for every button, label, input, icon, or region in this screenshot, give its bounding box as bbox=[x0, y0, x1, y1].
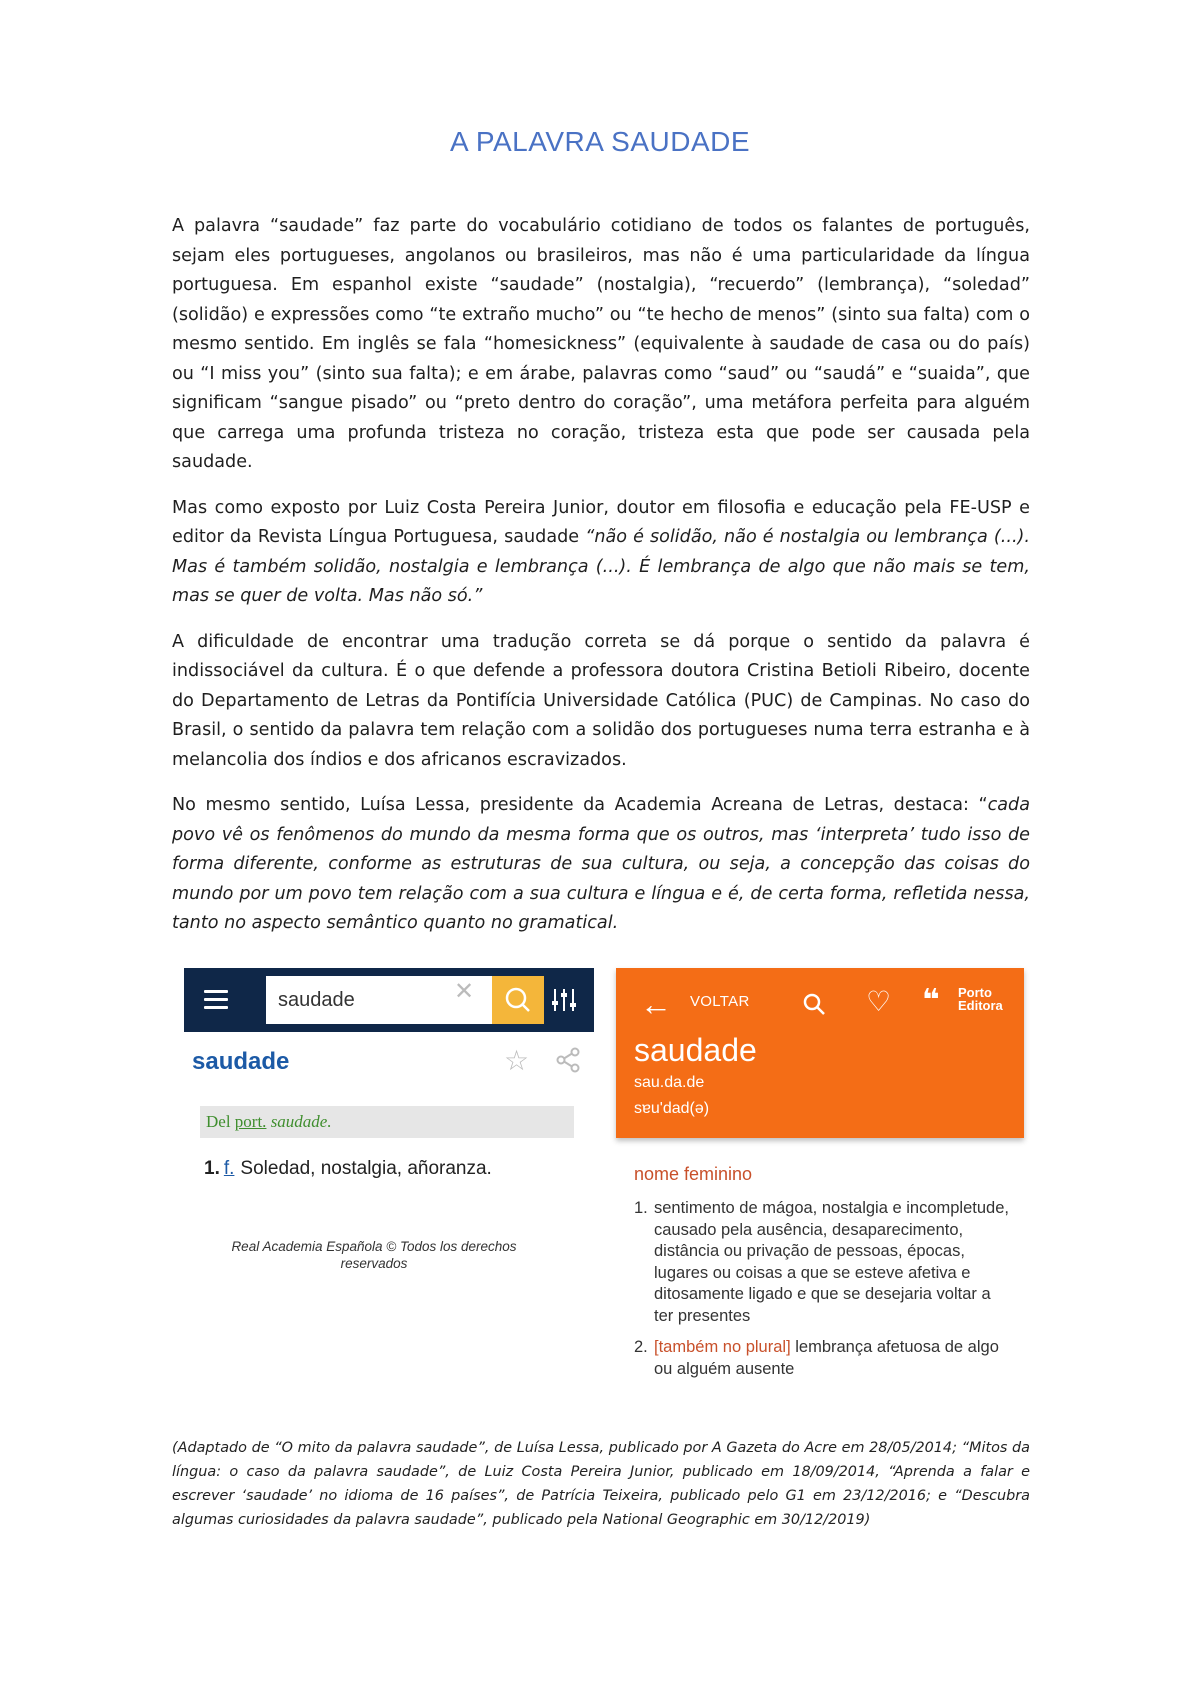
menu-icon[interactable] bbox=[204, 990, 228, 1010]
back-button[interactable]: VOLTAR bbox=[690, 993, 750, 1010]
porto-definitions bbox=[634, 1198, 1014, 1390]
rae-copyright: Real Academia Española © Todos los derechos reservados bbox=[231, 1239, 517, 1271]
search-icon bbox=[492, 976, 544, 1024]
origin-word: saudade. bbox=[266, 1112, 332, 1131]
logo-line-2: Editora bbox=[958, 998, 1003, 1013]
definition-text: lembrança afetuosa de algo ou alguém ausente bbox=[654, 1338, 999, 1378]
search-icon[interactable] bbox=[800, 990, 828, 1018]
logo-line-1: Porto bbox=[958, 985, 992, 1000]
definition-number: 1. bbox=[634, 1199, 648, 1217]
rae-toolbar bbox=[184, 968, 594, 1032]
definition-number: 1. bbox=[204, 1158, 220, 1179]
definition-text: sentimento de mágoa, nostalgia e incompletude, causado pela ausência, desaparecimento, distância ou privação de pessoas, épocas, lugares ou coisas a que se esteve afetiva e ditosamente ligado e que se desejaria voltar a ter presentes bbox=[654, 1199, 1009, 1325]
origin-link[interactable]: port. bbox=[234, 1112, 267, 1131]
source-citation: (Adaptado de “O mito da palavra saudade”, de Luísa Lessa, publicado por A Gazeta do Acre em 28/05/2014; “Mitos da língua: o caso da palavra saudade”, de Luiz Costa Pereira Junior, publicado em 18/09/2014, “Aprenda a falar e escrever ‘saudade’ no idioma de 16 países”, de Patrícia Teixeira, publicado pelo G1 em 23/12/2016; e “Descubra algumas curiosidades da palavra saudade”, publicado pela National Geographic em 30/12/2019) bbox=[172, 1440, 1030, 1528]
porto-phonetic: sɐu'dad(ə) bbox=[634, 1100, 710, 1117]
article-body bbox=[172, 212, 1030, 955]
rae-etymology bbox=[200, 1106, 574, 1138]
search-button[interactable] bbox=[492, 976, 544, 1024]
definition-abbr-link[interactable]: f. bbox=[223, 1158, 235, 1179]
porto-syllables: sau.da.de bbox=[634, 1074, 705, 1091]
porto-editora-logo-icon: ❝ bbox=[922, 984, 940, 1017]
porto-editora-logo-text bbox=[958, 986, 1003, 1012]
paragraph-2 bbox=[172, 494, 1030, 612]
paragraph-4-intro: No mesmo sentido, Luísa Lessa, presidente da Academia Acreana de Letras, destaca: “ bbox=[172, 795, 988, 815]
rae-definition bbox=[204, 1158, 492, 1180]
back-arrow-icon[interactable]: ← bbox=[640, 986, 672, 1022]
porto-header bbox=[616, 968, 1024, 1138]
share-icon[interactable] bbox=[554, 1046, 582, 1074]
definition-text: Soledad, nostalgia, añoranza. bbox=[240, 1158, 492, 1179]
paragraph-2-quote: “não é solidão, não é nostalgia ou lembrança (...). Mas é também solidão, nostalgia e lembrança (...). É lembrança de algo que não mais se tem, mas se quer de volta. Mas não só.” bbox=[172, 527, 1030, 606]
definition-number: 2. bbox=[634, 1338, 648, 1356]
porto-headword: saudade bbox=[634, 1032, 757, 1068]
clear-icon[interactable]: ✕ bbox=[454, 978, 475, 1005]
paragraph-1: A palavra “saudade” faz parte do vocabulário cotidiano de todos os falantes de português, sejam eles portugueses, angolanos ou brasileiros, mas não é uma particularidade da língua portuguesa. Em espanhol existe “saudade” (nostalgia), “recuerdo” (lembrança), “soledad” (solidão) e expressões como “te extraño mucho” ou “te hecho de menos” (sinto sua falta) com o mesmo sentido. Em inglês se fala “homesickness” (equivalente à saudade de casa ou do país) ou “I miss you” (sinto sua falta); e em árabe, palavras como “saud” ou “saudá” e “suaida”, que significam “sangue pisado” ou “preto dentro do coração”, uma metáfora perfeita para alguém que carrega uma profunda tristeza no coração, tristeza esta que pode ser causada pela saudade. bbox=[172, 216, 1030, 472]
heart-icon[interactable]: ♡ bbox=[866, 986, 892, 1017]
paragraph-2-intro: Mas como exposto por Luiz Costa Pereira Junior, doutor em filosofia e educação pela FE-USP e editor da Revista Língua Portuguesa, saudade bbox=[172, 497, 1030, 547]
paragraph-3: A dificuldade de encontrar uma tradução correta se dá porque o sentido da palavra é indissociável da cultura. É o que defende a professora doutora Cristina Betioli Ribeiro, docente do Departamento de Letras da Pontifícia Universidade Católica (PUC) de Campinas. No caso do Brasil, o sentido da palavra tem relação com a solidão dos portugueses numa terra estranha e à melancolia dos índios e dos africanos escravizados. bbox=[172, 631, 1030, 770]
definition-tag: [também no plural] bbox=[654, 1338, 791, 1356]
origin-prefix: Del bbox=[206, 1112, 235, 1131]
rae-dictionary-screenshot bbox=[184, 968, 594, 1271]
rae-headword: saudade bbox=[192, 1048, 290, 1075]
definition-item bbox=[634, 1198, 1014, 1327]
porto-gender: nome feminino bbox=[634, 1164, 753, 1184]
paragraph-4 bbox=[172, 791, 1030, 939]
filter-icon[interactable] bbox=[550, 986, 578, 1014]
search-input[interactable]: saudade bbox=[266, 976, 492, 1024]
paragraph-4-quote: cada povo vê os fenômenos do mundo da mesma forma que os outros, mas ‘interpreta’ tudo isso de forma diferente, conforme as estruturas de sua cultura, ou seja, a concepção das coisas do mundo por um povo tem relação com a sua cultura e língua e é, de certa forma, refletida nessa, tanto no aspecto semântico quanto no gramatical. bbox=[172, 795, 1030, 933]
definition-item bbox=[634, 1337, 1014, 1380]
star-icon[interactable]: ☆ bbox=[504, 1045, 530, 1076]
page-title: A PALAVRA SAUDADE bbox=[449, 126, 751, 157]
porto-editora-screenshot bbox=[616, 968, 1024, 1388]
